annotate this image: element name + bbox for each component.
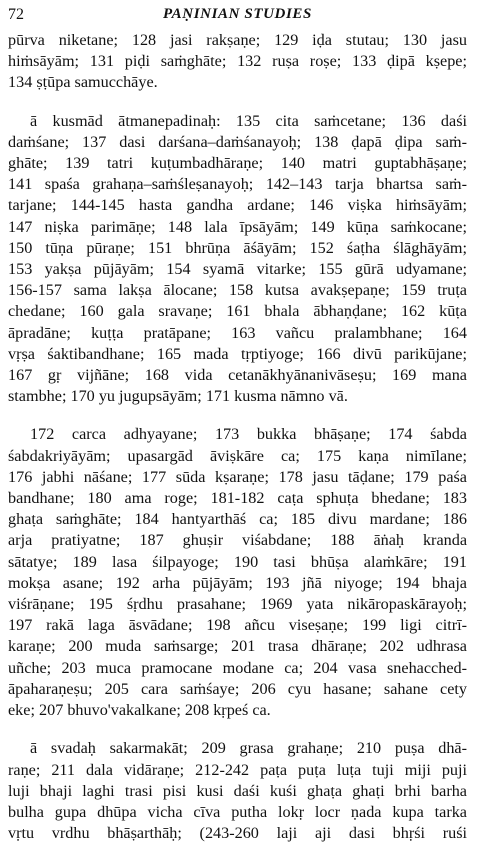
text-line: ā kusmād ātmanepadinaḥ: 135 cita saṁcetane; 136 daśi — [30, 111, 467, 130]
text-line: pūrva niketane; 128 jasi rakṣaṇe; 129 iḍa stutau; 130 jasu — [8, 31, 467, 49]
text-line: raṇe; 211 dala vidāraṇe; 212-242 paṭa puṭa luṭa tuji miji puji — [8, 760, 467, 779]
running-title: PAṆINIAN STUDIES — [163, 6, 312, 22]
page-header — [8, 4, 467, 30]
text-line: bandhane; 180 ama roge; 181-182 caṭa sphuṭa bhedane; 183 — [8, 489, 467, 508]
text-line: mokṣa asane; 192 arha pūjāyām; 193 jñā niyoge; 194 bhaja — [8, 573, 467, 592]
text-line: daṁśane; 137 dasi darśana–daṁśanayoḥ; 138 ḍapā ḍipa saṁ- — [8, 132, 467, 151]
text-line: vṛtu vrdhu bhāṣarthāḥ; (243-260 laji aji dasi bhṛśi ruśi — [8, 824, 467, 843]
paragraph-1 — [8, 30, 467, 94]
paragraph-gap — [8, 94, 467, 111]
text-line: śabdakriyāyām; upasargād āviṣkāre ca; 175 kaṇa nimīlane; — [8, 446, 467, 465]
text-line: ghāte; 139 tatri kuṭumbadhāraṇe; 140 matri guptabhāṣaṇe; — [8, 154, 467, 173]
text-line: stambhe; 170 yu jugupsāyām; 171 kusma nāmno vā. — [8, 387, 348, 406]
paragraph-2 — [8, 111, 467, 408]
text-line: eke; 207 bhuvo'vakalkane; 208 kṛpeś ca. — [8, 701, 271, 720]
page-number: 72 — [8, 6, 24, 23]
text-line: viśrāṇane; 195 śṛdhu prasahane; 1969 yata nikāropaskārayoḥ; — [8, 595, 467, 614]
text-line: karaṇe; 200 muda saṁsarge; 201 trasa dhāraṇe; 202 udhrasa — [8, 637, 467, 656]
text-line: 141 spaśa grahaṇa–saṁśleṣanayoḥ; 142–143 tarja bhartsa saṁ- — [8, 175, 467, 194]
text-line: uñche; 203 muca pramocane modane ca; 204 vasa snehacched- — [8, 658, 467, 677]
text-line: 147 niṣka parimāṇe; 148 lala īpsāyām; 149 kūṇa saṁkocane; — [8, 217, 467, 236]
text-line: arja pratiyatne; 187 ghuṣir viśabdane; 188 āṅaḥ kranda — [8, 531, 467, 550]
text-line: 156-157 sama lakṣa ālocane; 158 kutsa avakṣepaṇe; 159 truṭa — [8, 281, 467, 300]
text-line: vṛṣa śaktibandhane; 165 mada tṛptiyoge; 166 divū parikūjane; — [8, 344, 467, 363]
text-line: chedane; 160 gala sravaṇe; 161 bhala ābhaṇḍane; 162 kūṭa — [8, 302, 467, 321]
paragraph-4 — [8, 738, 467, 844]
text-line: 150 tūṇa pūraṇe; 151 bhrūṇa āśāyām; 152 śaṭha ślāghāyām; — [8, 238, 467, 257]
text-line: 134 ṣṭūpa samucchāye. — [8, 73, 158, 92]
paragraph-3 — [8, 424, 467, 721]
text-line: 172 carca adhyayane; 173 bukka bhāṣaṇe; 174 śabda — [30, 425, 467, 444]
text-line: 153 yakṣa pūjāyām; 154 syamā vitarke; 155 gūrā udyamane; — [8, 260, 467, 279]
text-line: hiṁsāyām; 131 piḍi saṁghāte; 132 ruṣa roṣe; 133 ḍipā kṣepe; — [8, 52, 467, 71]
text-line: 197 rakā laga āsvādane; 198 añcu viseṣaṇe; 199 ligi citrī- — [8, 616, 467, 635]
text-line: ghaṭa saṁghāte; 184 hantyarthāś ca; 185 divu mardane; 186 — [8, 510, 467, 529]
text-line: āpradāne; kuṭṭa pratāpane; 163 vañcu pralambhane; 164 — [8, 323, 467, 342]
text-line: bulha gupa dhūpa vicha cīva putha lokṛ locr ṇada kupa tarka — [8, 802, 467, 821]
text-line: luji bhaji laghi trasi pisi kusi daśi kuśi ghaṭa ghaṭi brhi barha — [8, 781, 467, 800]
paragraph-gap — [8, 407, 467, 424]
text-line: tarjane; 144-145 hasta gandha ardane; 146 viṣka hiṁsāyām; — [8, 196, 467, 215]
text-line: sātatye; 189 lasa śilpayoge; 190 tasi bhūṣa alaṁkāre; 191 — [8, 552, 467, 571]
text-line: ā svadaḥ sakarmakāt; 209 grasa grahaṇe; 210 puṣa dhā- — [30, 739, 467, 758]
text-line: 176 jabhi nāśane; 177 sūda kṣaraṇe; 178 jasu tāḍane; 179 paśa — [8, 467, 467, 486]
text-line: āpaharaṇeṣu; 205 cara saṁśaye; 206 cyu hasane; sahane cety — [8, 679, 467, 698]
text-line: 167 gṛ vijñāne; 168 vida cetanākhyānanivāseṣu; 169 mana — [8, 366, 467, 385]
paragraph-gap — [8, 721, 467, 738]
